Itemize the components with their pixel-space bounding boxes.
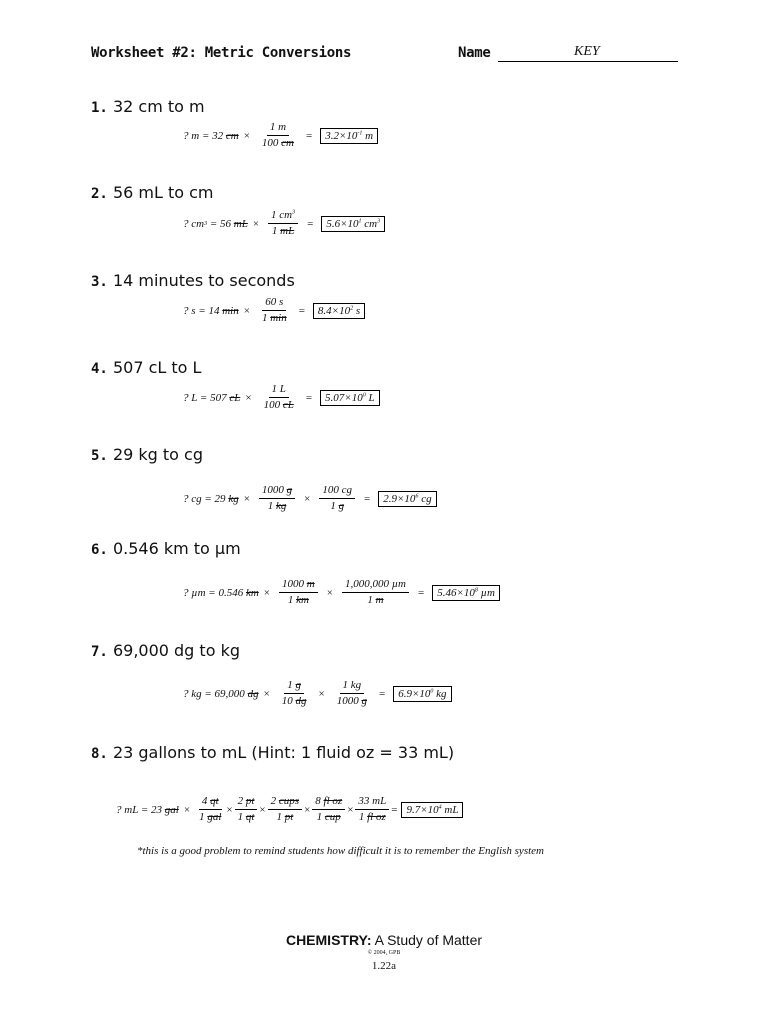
problem-4 [91, 358, 201, 377]
problem-2 [91, 183, 214, 202]
conversion-factor: $\frac{1 kg}{1000 g}$ [336, 679, 367, 707]
problem-prompt: 32 cm to m [112, 97, 205, 116]
problem-1 [91, 97, 205, 116]
answer-box: $2.9\times 10^6$ cg [378, 491, 436, 507]
footer-brand: CHEMISTRY: A Study of Matter [285, 932, 483, 948]
conversion-factor: $\frac{\text{1,000,000 µm}}{1 m}$ [342, 577, 409, 608]
problem-prompt: 69,000 dg to kg [112, 641, 240, 660]
answer-box: $9.7\times 10^4$ mL [401, 802, 463, 818]
conversion-factor: $\frac{60 s}{1 \min}$ [261, 296, 287, 324]
worksheet-title: Worksheet #2: Metric Conversions [91, 45, 352, 61]
problem-number: 3. [91, 274, 108, 290]
page-number: 1.22a [371, 960, 397, 972]
equation-4: ? L = 507 cL × $\frac{1 L}{100 cL}$ = $5.07\times 10^0$ L [183, 382, 380, 413]
problem-prompt: 507 cL to L [112, 358, 202, 377]
conversion-factor: $\frac{1000 g}{1 kg}$ [259, 483, 295, 514]
conversion-factor: $\frac{33 mL}{\text{1 fl oz}}$ [355, 794, 389, 825]
problem-number: 7. [91, 644, 108, 660]
equation-7: ? kg = 69,000 dg × $\frac{1 g}{10 dg}$ × $\frac{1 kg}{1000 g}$ = $6.9\times 10^0$ kg [183, 678, 452, 709]
answer-box: $5.6\times 10^1$ $cm^3$ [321, 216, 385, 232]
name-value: KEY [574, 44, 600, 59]
problem-prompt: 56 mL to cm [112, 183, 214, 202]
equation-1: ? m = 32 cm × $\frac{1 m}{100 cm}$ = $3.2\times 10^{-1}$ m [183, 120, 378, 151]
equation-5: ? cg = 29 kg × $\frac{1000 g}{1 kg}$ × $\frac{100 cg}{1 g}$ = $2.9\times 10^6$ cg [183, 483, 437, 514]
conversion-factor: $\frac{2 pt}{1 qt}$ [235, 794, 258, 825]
problem-7 [91, 641, 240, 660]
teacher-note: *this is a good problem to remind students how difficult it is to remember the English system [137, 845, 544, 857]
problem-number: 2. [91, 186, 108, 202]
problem-prompt: 14 minutes to seconds [112, 271, 295, 290]
answer-box: $5.07\times 10^0$ L [320, 390, 380, 406]
problem-5 [91, 445, 203, 464]
conversion-factor: $\frac{1 g}{10 dg}$ [281, 679, 307, 707]
conversion-factor: $\frac{1000 m}{1 km}$ [279, 577, 318, 608]
problem-number: 6. [91, 542, 108, 558]
conversion-factor: $\frac{4 qt}{\text{1 gal}}$ [199, 795, 222, 823]
problem-6 [91, 539, 241, 558]
conversion-factor: $\frac{1 L}{100 cL}$ [263, 383, 294, 411]
conversion-factor: $\frac{1 m}{100 cm}$ [261, 121, 294, 149]
conversion-factor: $\frac{100 cg}{1 g}$ [319, 483, 355, 514]
problem-number: 5. [91, 448, 108, 464]
conversion-factor: $\frac{\text{2 cups}}{1 pt}$ [268, 794, 302, 825]
problem-prompt: 23 gallons to mL (Hint: 1 fluid oz = 33 mL) [112, 743, 455, 762]
problem-3 [91, 271, 295, 290]
problem-number: 8. [91, 746, 108, 762]
problem-number: 1. [91, 100, 108, 116]
equation-3: ? s = 14 min × $\frac{60 s}{1 \min}$ = $8.4\times 10^2$ s [183, 295, 365, 326]
answer-box: $3.2\times 10^{-1}$ m [320, 128, 378, 144]
answer-box: $8.4\times 10^2$ s [313, 303, 365, 319]
problem-number: 4. [91, 361, 108, 377]
problem-8 [91, 743, 454, 762]
equation-8: ? mL = 23 gal × $\frac{4 qt}{\text{1 gal}}$ × $\frac{2 pt}{1 qt}$ × $\frac{\text{2 cups}}{1 pt}$ × $\frac{\text{8 fl oz}}{\text{1 cup}}$ × $\frac{33 mL}{\text{1 fl oz}}$ = $9.7\times 10^4$ mL [116, 794, 463, 825]
answer-box: $6.9\times 10^0$ kg [393, 686, 451, 702]
problem-prompt: 0.546 km to µm [112, 539, 241, 558]
equation-2: ? cm 3 = 56 mL × $\frac{1 cm^3}{1 mL}$ = $5.6\times 10^1$ $cm^3$ [183, 208, 385, 239]
problem-prompt: 29 kg to cg [112, 445, 204, 464]
conversion-factor: $\frac{\text{8 fl oz}}{\text{1 cup}}$ [312, 794, 345, 825]
conversion-factor: $\frac{1 cm^3}{1 mL}$ [268, 208, 298, 239]
name-underline [498, 61, 678, 62]
answer-box: $5.46\times 10^8$ µm [432, 585, 500, 601]
equation-6: ? µm = 0.546 km × $\frac{1000 m}{1 km}$ × $\frac{\text{1,000,000 µm}}{1 m}$ = $5.46\times 10^8$ µm [183, 577, 500, 608]
footer-copyright: © 2004, GPB [367, 950, 401, 956]
name-label: Name [458, 45, 491, 61]
